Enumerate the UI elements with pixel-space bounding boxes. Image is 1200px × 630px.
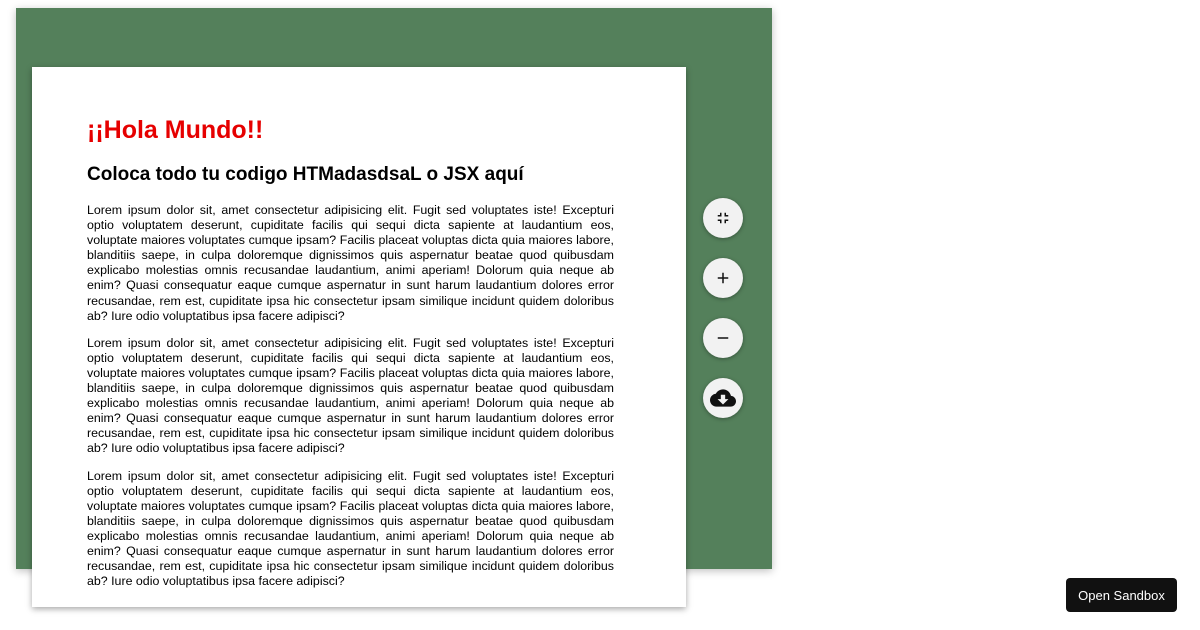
zoom-in-button[interactable]: [703, 258, 743, 298]
download-button[interactable]: [703, 378, 743, 418]
exit-fullscreen-icon: [714, 209, 732, 227]
document-viewer: [16, 8, 772, 589]
page-subtitle: Coloca todo tu codigo HTMadasdsaL o JSX aquí: [87, 164, 524, 185]
body-paragraph: Lorem ipsum dolor sit, amet consectetur adipisicing elit. Fugit sed voluptates iste! Excepturi optio voluptatem deserunt, cupiditate facilis qui sequi dicta sapiente at laudantium eos, voluptate maiores voluptates cumque ipsam? Facilis placeat voluptas dicta quia maiores labore, blanditiis saepe, in culpa doloremque dignissimos quis aspernatur beatae quod quibusdam explicabo molestias omnis recusandae laudantium, animi aperiam! Dolorum quia neque ab enim? Quasi consequatur eaque cumque aspernatur in sunt harum laudantium dolores error recusandae, rem est, cupiditate ipsa hic consectetur ipsam similique incidunt quidem doloribus ab? Iure odio voluptatibus ipsa facere adipisci?: [87, 468, 614, 589]
minus-icon: [714, 329, 732, 347]
document-page: [32, 67, 686, 607]
plus-icon: [714, 269, 732, 287]
body-paragraph: Lorem ipsum dolor sit, amet consectetur adipisicing elit. Fugit sed voluptates iste! Excepturi optio voluptatem deserunt, cupiditate facilis qui sequi dicta sapiente at laudantium eos, voluptate maiores voluptates cumque ipsam? Facilis placeat voluptas dicta quia maiores labore, blanditiis saepe, in culpa doloremque dignissimos quis aspernatur beatae quod quibusdam explicabo molestias omnis recusandae laudantium, animi aperiam! Dolorum quia neque ab enim? Quasi consequatur eaque cumque aspernatur in sunt harum laudantium dolores error recusandae, rem est, cupiditate ipsa hic consectetur ipsam similique incidunt quidem doloribus ab? Iure odio voluptatibus ipsa facere adipisci?: [87, 335, 614, 456]
cloud-download-icon: [710, 385, 736, 411]
open-sandbox-button[interactable]: Open Sandbox: [1066, 578, 1177, 612]
exit-fullscreen-button[interactable]: [703, 198, 743, 238]
body-paragraph: Lorem ipsum dolor sit, amet consectetur adipisicing elit. Fugit sed voluptates iste! Excepturi optio voluptatem deserunt, cupiditate facilis qui sequi dicta sapiente at laudantium eos, voluptate maiores voluptates cumque ipsam? Facilis placeat voluptas dicta quia maiores labore, blanditiis saepe, in culpa doloremque dignissimos quis aspernatur beatae quod quibusdam explicabo molestias omnis recusandae laudantium, animi aperiam! Dolorum quia neque ab enim? Quasi consequatur eaque cumque aspernatur in sunt harum laudantium dolores error recusandae, rem est, cupiditate ipsa hic consectetur ipsam similique incidunt quidem doloribus ab? Iure odio voluptatibus ipsa facere adipisci?: [87, 203, 614, 323]
page-title: ¡¡Hola Mundo!!: [87, 116, 264, 144]
zoom-out-button[interactable]: [703, 318, 743, 358]
viewer-controls: [703, 198, 743, 438]
